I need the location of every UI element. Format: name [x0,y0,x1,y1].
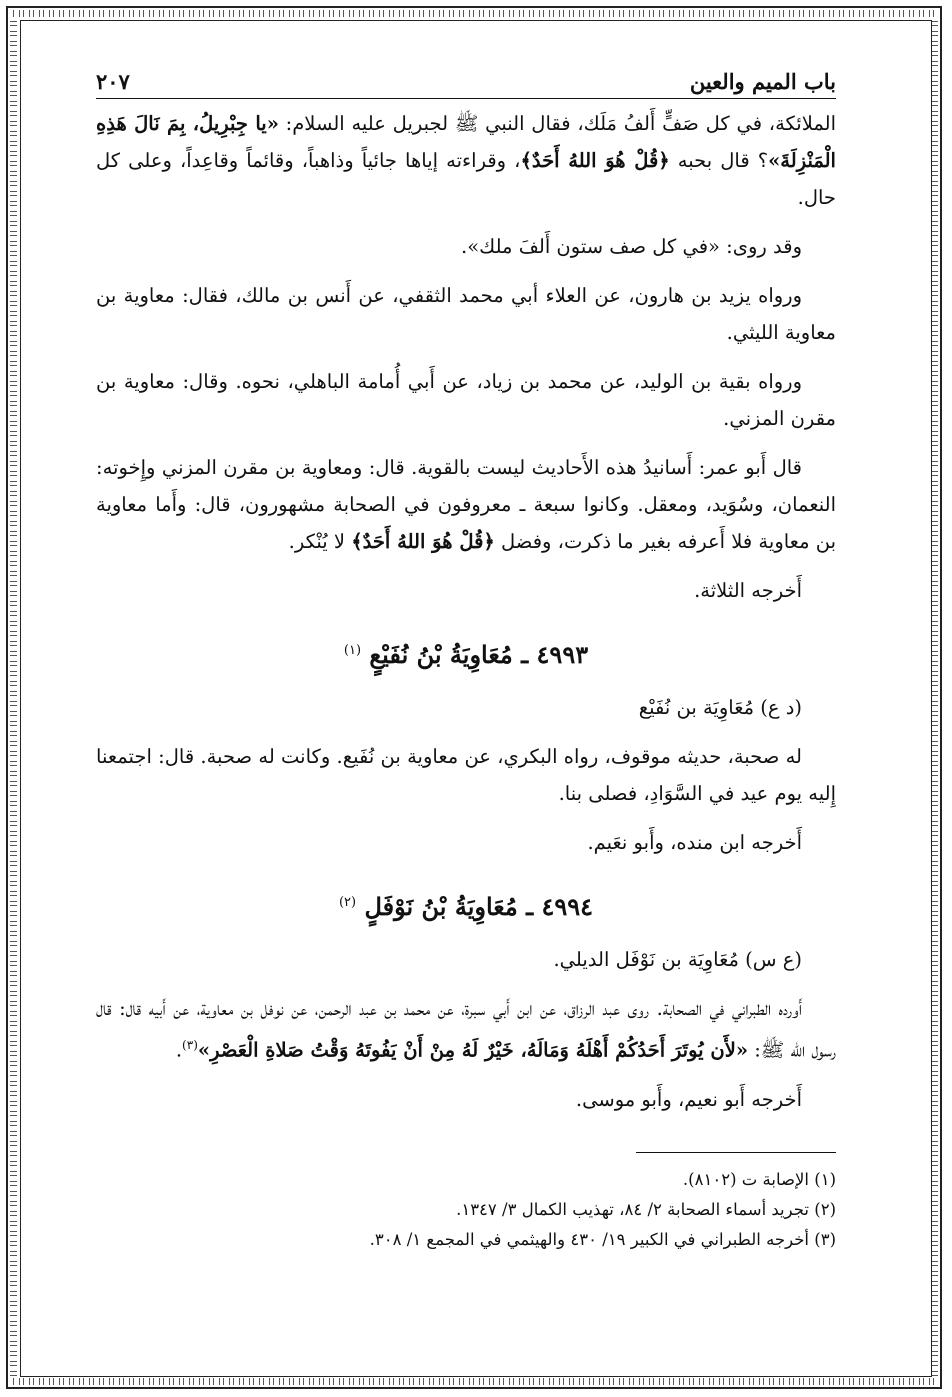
paragraph-1-text-b: ؟ قال بحبه [669,149,769,172]
paragraph-3: ورواه يزيد بن هارون، عن العلاء أبي محمد الثقفي، عن أَنس بن مالك، فقال: معاوية بن معاوية الليثي. [96,284,836,344]
entry-4994-body-end: . [175,1038,183,1062]
paragraph-6: أَخرجه الثلاثة. [694,579,802,602]
hadith-quote: «يا جِبْرِيلُ، بِمَ نَالَ هَذِهِ الْمَنْزِلَةَ» [96,112,836,172]
running-header [96,60,836,99]
quran-quote: ﴿قُلْ هُوَ اللهُ أَحَدٌ﴾ [520,149,670,172]
footnote-3: (٣) أخرجه الطبراني في الكبير ١٩/ ٤٣٠ والهيثمي في المجمع ١/ ٣٠٨. [369,1229,836,1249]
entry-title-4993 [96,631,836,675]
paragraph-1 [96,105,836,216]
footnote-2: (٢) تجريد أسماء الصحابة ٢/ ٨٤، تهذيب الكمال ٣/ ١٣٤٧. [456,1199,836,1219]
hadith-quote: «لأَن يُوتَرَ أَحَدُكُمْ أَهْلَهُ وَمَالَهُ، خَيْرٌ لَهُ مِنْ أَنْ يَفُوتَهُ وَقْتُ صَلاةِ الْعَصْرِ» [197,1038,749,1062]
paragraph-5-text-a: قال أَبو عمر: أَسانيدُ هذه الأَحاديث ليست بالقوية. قال: ومعاوية بن مقرن المزني وإِخوته: النعمان، وسُوَيد، ومعقل. وكانوا سبعة ـ معروفون في الصحابة مشهورون، قال: وأَما معاوية بن معاوية فلا أَعرفه بغير ما ذكرت، وفضل [96,456,836,553]
entry-4994-body [96,990,836,1069]
footnote-ref: (٣) [182,1038,198,1052]
paragraph-5 [96,449,836,560]
chapter-title: باب الميم والعين [689,69,836,94]
footnote-ref: (٢) [338,895,357,910]
entry-4994-body-text: أَورده الطبراني في الصحابة. روى عبد الرزاق، عن ابن أَبي سبرة، عن محمد بن عبد الرحمن، عن نوفل بن معاوية، عن أَبيه قال: قال رسول الله ﷺ: [96,997,836,1062]
entry-4993-outro: أَخرجه ابن منده، وأَبو نعَيم. [587,831,802,854]
quran-quote: ﴿قُلْ هُوَ اللهُ أَحَدٌ﴾ [351,530,495,553]
footnote-divider [636,1152,836,1153]
footnote-1: (١) الإصابة ت (٨١٠٢). [682,1169,836,1189]
entry-title-4994-text: ٤٩٩٤ ـ مُعَاوِيَةُ بْنُ نَوْفَلٍ [364,892,594,921]
entry-4994-code: (ع س) مُعَاوِيَة بن نَوْفَل الديلي. [553,948,802,971]
page-content [96,60,836,1255]
entry-4994-outro: أَخرجه أَبو نعيم، وأَبو موسى. [575,1087,802,1111]
paragraph-4: ورواه بقية بن الوليد، عن محمد بن زياد، عن أَبي أُمامة الباهلي، نحوه. وقال: معاوية بن مقرن المزني. [96,370,836,430]
paragraph-1-text-a: الملائكة، في كل صَفٍّ أَلفُ مَلَك، فقال النبي ﷺ لجبريل عليه السلام: [278,112,837,135]
entry-4993-body: له صحبة، حديثه موقوف، رواه البكري، عن معاوية بن نُفَيع. وكانت له صحبة. قال: اجتمعنا إِليه يوم عيد في السَّوَادِ، فصلى بنا. [96,745,836,805]
footnote-ref: (١) [343,643,362,658]
paragraph-1-text-c: ، وقراءته إياها جائياً وذاهباً، وقائماً وقاعِداً، وعلى كل حال. [96,149,836,209]
entry-title-4993-text: ٤٩٩٣ ـ مُعَاوِيَةُ بْنُ نُفَيْعٍ [369,640,589,669]
entry-4993-code: (د ع) مُعَاوِيَة بن نُفَيْع [638,696,802,719]
page-number: ٢٠٧ [96,69,130,94]
entry-title-4994 [96,883,836,927]
paragraph-5-text-b: لا يُنْكر. [288,530,352,553]
paragraph-2: وقد روى: «في كل صف ستون أَلفَ ملك». [461,235,802,258]
